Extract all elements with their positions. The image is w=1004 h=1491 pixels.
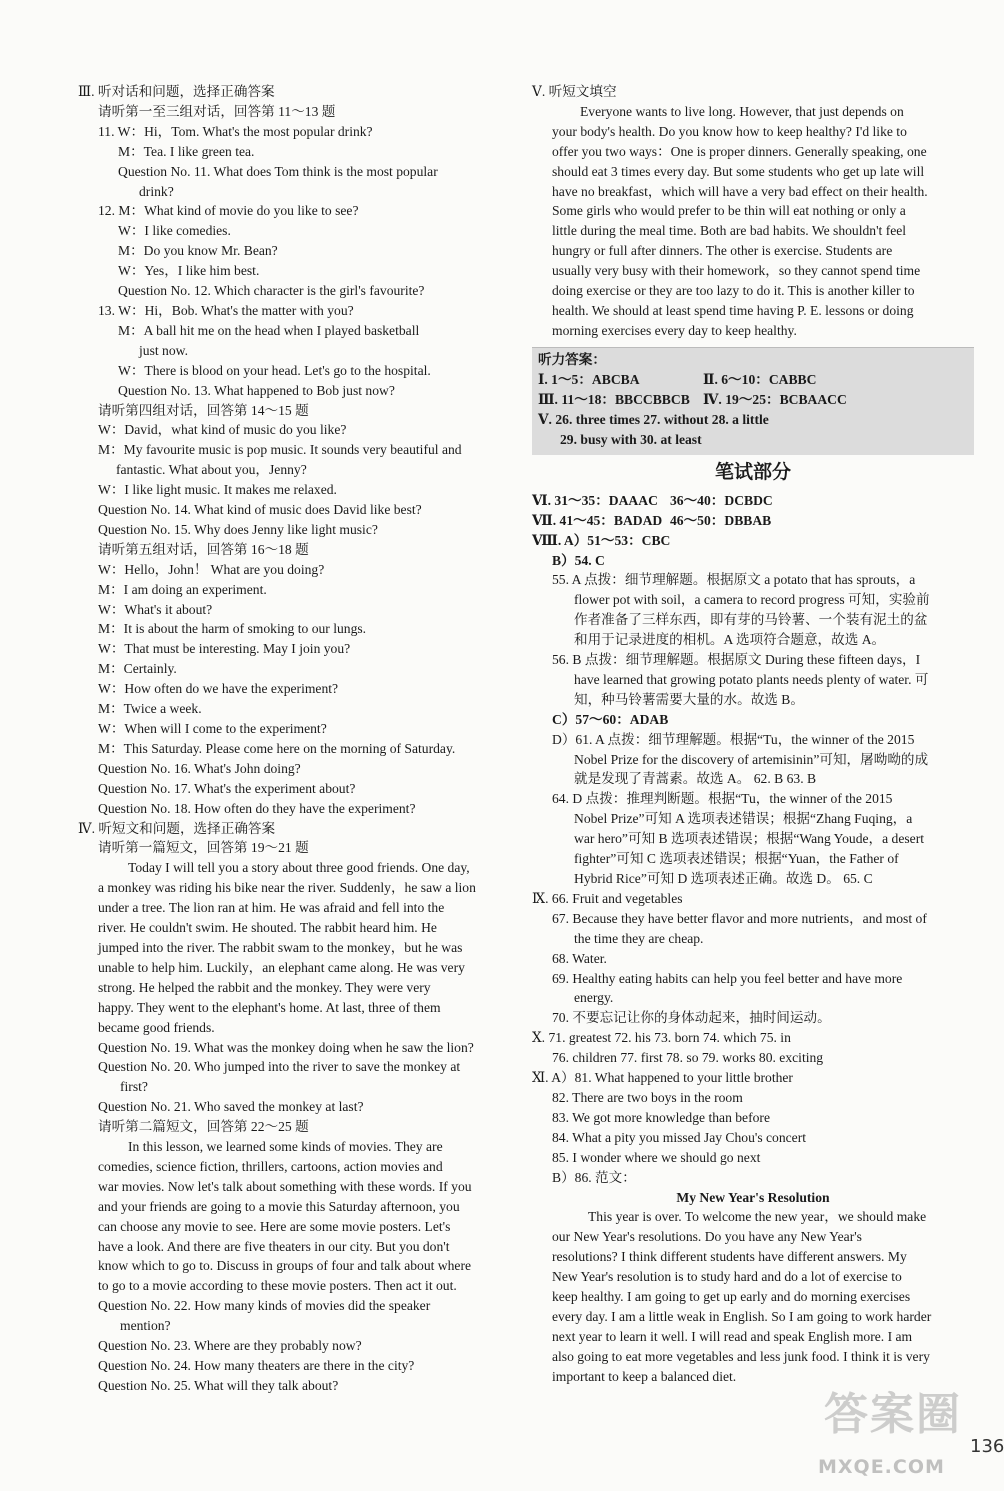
q13-line-4: W：There is blood on your head. Let's go to the hospital. xyxy=(118,362,431,378)
dialog-5-line: W：That must be interesting. May I join you? xyxy=(98,641,351,657)
answer-69-line-1: 69. Healthy eating habits can help you feel better and have more xyxy=(552,970,903,986)
passage-line: Some girls who would prefer to be thin will eat nothing or only a xyxy=(552,203,906,219)
answer-82: 82. There are two boys in the room xyxy=(552,1089,743,1105)
passage-line: unable to help him. Luckily，an elephant came along. He was very xyxy=(98,959,465,975)
section-3-instruction-2: 请听第四组对话，回答第 14～15 题 xyxy=(98,402,309,418)
passage-line: have a look. And there are five theaters in our city. But you don't xyxy=(98,1238,450,1254)
passage-line: comedies, science fiction, thrillers, cartoons, action movies and xyxy=(98,1158,443,1174)
answer-61 xyxy=(532,730,974,790)
q20-line-2: first? xyxy=(120,1079,148,1095)
dialog-4-line-5: Question No. 14. What kind of music does David like best? xyxy=(98,502,422,518)
explanation-line: 作者准备了三样东西，即有芽的马铃薯、一个装有泥土的盆 xyxy=(574,612,928,628)
q24: Question No. 24. How many theaters are there in the city? xyxy=(98,1358,415,1373)
q20-line-1: Question No. 20. Who jumped into the river to save the monkey at xyxy=(98,1059,461,1075)
passage-line: doing exercise or they are too lazy to do it. This is another killer to xyxy=(552,283,915,299)
answers-57-60: C）57～60：ADAB xyxy=(552,711,669,727)
answers-6: 29. busy with 30. at least xyxy=(560,431,702,447)
explanation-line: flower pot with soil，a camera to record progress 可知，实验前 xyxy=(574,592,930,608)
passage-line: offer you two ways：One is proper dinners. Generally speaking, one xyxy=(552,143,927,159)
written-section-heading: 笔试部分 xyxy=(714,460,791,483)
q12-line-1: 12. M：What kind of movie do you like to see? xyxy=(98,203,359,219)
essay-line: also going to eat more vegetables and less junk food. I think it is very xyxy=(552,1348,930,1364)
passage-line: and your friends are going to a movie this Saturday afternoon, you xyxy=(98,1198,460,1214)
essay-line: keep healthy. I am going to get up early and do morning exercises xyxy=(552,1289,911,1305)
watermark-url: MXQE.COM xyxy=(818,1456,945,1478)
answer-81: Ⅺ. A）81. What happened to your little brother xyxy=(532,1070,793,1086)
passage-line: know which to go to. Discuss in groups of four and talk about where xyxy=(98,1258,472,1274)
q11-line-2: M：Tea. I like green tea. xyxy=(118,143,255,159)
section-6-answers xyxy=(532,491,974,511)
section-3-instruction-1: 请听第一至三组对话，回答第 11～13 题 xyxy=(98,103,336,119)
passage-line: have no breakfast，which will have a very bad effect on their health. xyxy=(552,183,928,199)
answer-68: 68. Water. xyxy=(552,950,607,966)
section-4-title: Ⅳ. 听短文和问题，选择正确答案 xyxy=(78,820,276,836)
section-4-instruction-2: 请听第二篇短文，回答第 22～25 题 xyxy=(98,1119,309,1135)
answers-3: Ⅲ. 11～18：BBCCBBCB xyxy=(538,391,690,407)
passage-line: usually very busy with their homework，so they cannot spend time xyxy=(552,263,921,279)
explanation-line: 64. D 点拨：推理判断题。根据“Tu，the winner of the 2015 xyxy=(552,791,893,807)
dialog-5-line: Question No. 18. How often do they have the experiment? xyxy=(98,800,416,816)
answers-41-45: Ⅶ. 41～45：BADAD xyxy=(532,512,663,528)
dialog-4-line-6: Question No. 15. Why does Jenny like light music? xyxy=(98,521,378,537)
section-3-instruction-3: 请听第五组对话，回答第 16～18 题 xyxy=(98,541,309,557)
dialog-5-line: M：It is about the harm of smoking to our lungs. xyxy=(98,621,367,637)
section-4-instruction-1: 请听第一篇短文，回答第 19～21 题 xyxy=(98,840,309,856)
dialog-5-line: M：Certainly. xyxy=(98,661,177,677)
dialog-5-line: Question No. 16. What's John doing? xyxy=(98,760,301,776)
passage-line: war movies. Now let's talk about something with these words. If you xyxy=(98,1178,472,1194)
q12-line-4: W：Yes，I like him best. xyxy=(118,263,260,279)
page-number: 136 xyxy=(970,1436,1004,1457)
q23: Question No. 23. Where are they probably now? xyxy=(98,1338,362,1354)
watermark-logo: 答案圈 xyxy=(824,1389,962,1440)
q12-line-2: W：I like comedies. xyxy=(118,223,231,239)
answers-row-2 xyxy=(538,390,970,410)
essay-body xyxy=(532,1207,974,1386)
dialog-5-line: W：How often do we have the experiment? xyxy=(98,681,339,697)
listening-answers-title: 听力答案： xyxy=(538,351,606,367)
passage-line: Everyone wants to live long. However, that just depends on xyxy=(580,103,904,119)
answers-31-35: Ⅵ. 31～35：DAAAC xyxy=(532,492,658,508)
passage-5 xyxy=(532,102,974,341)
dialog-5-line: M：I am doing an experiment. xyxy=(98,581,267,597)
passage-line: under a tree. The lion ran at him. He was afraid and fell into the xyxy=(98,900,445,916)
dialog-4-line-3: fantastic. What about you，Jenny? xyxy=(116,462,307,478)
answer-54: B）54. C xyxy=(552,552,605,568)
answer-55 xyxy=(532,570,974,650)
answer-69-line-2: energy. xyxy=(574,990,614,1006)
answers-2: Ⅱ. 6～10：CABBC xyxy=(703,371,817,387)
answer-86-label: B）86. 范文： xyxy=(552,1169,636,1185)
q12-line-5: Question No. 12. Which character is the girl's favourite? xyxy=(118,283,425,299)
passage-line: morning exercises every day to keep healthy. xyxy=(552,322,797,338)
q11-line-1: 11. W：Hi，Tom. What's the most popular drink? xyxy=(98,123,373,139)
answer-70: 70. 不要忘记让你的身体动起来，抽时间运动。 xyxy=(552,1010,831,1026)
q22-line-1: Question No. 22. How many kinds of movies did the speaker xyxy=(98,1298,431,1314)
dialog-5-line: Question No. 17. What's the experiment about? xyxy=(98,780,356,796)
answers-76-80: 76. children 77. first 78. so 79. works 80. exciting xyxy=(552,1050,824,1066)
explanation-line: Nobel Prize”可知 A 选项表述错误；根据“Zhang Fuqing，a xyxy=(574,811,913,827)
essay-line: every day. I am a little weak in English. So I am going to work harder xyxy=(552,1308,932,1324)
answer-83: 83. We got more knowledge than before xyxy=(552,1109,770,1125)
explanation-line: 和用于记录进度的相机。A 选项符合题意，故选 A。 xyxy=(574,632,886,648)
q21: Question No. 21. Who saved the monkey at last? xyxy=(98,1099,364,1115)
answer-64 xyxy=(532,789,974,889)
essay-title: My New Year's Resolution xyxy=(676,1189,830,1205)
q13-line-1: 13. W：Hi，Bob. What's the matter with you? xyxy=(98,302,354,318)
answers-71-75: Ⅹ. 71. greatest 72. his 73. born 74. which 75. in xyxy=(532,1030,791,1046)
answer-67-line-2: the time they are cheap. xyxy=(574,930,704,946)
answers-51-53: Ⅷ. A）51～53：CBC xyxy=(532,532,671,548)
listening-answers-box xyxy=(532,347,974,455)
answers-36-40: 36～40：DCBDC xyxy=(670,492,773,508)
q11-line-3: Question No. 11. What does Tom think is the most popular xyxy=(118,163,438,179)
passage-line: river. He couldn't swim. He shouted. The rabbit heard him. He xyxy=(98,920,437,936)
explanation-line: Nobel Prize for the discovery of artemisinin”可知，屠呦呦的成 xyxy=(574,751,929,767)
essay-line: resolutions? I think different students have different answers. My xyxy=(552,1249,907,1265)
passage-line: a monkey was riding his bike near the river. Suddenly，he saw a lion xyxy=(98,880,476,896)
passage-line: Today I will tell you a story about three good friends. One day, xyxy=(128,860,470,876)
dialog-4-line-1: W：David，what kind of music do you like? xyxy=(98,422,347,438)
explanation-line: war hero”可知 B 选项表述错误；根据“Wang Youde，a desert xyxy=(574,831,925,847)
dialog-5-line: W：Hello，John！ What are you doing? xyxy=(98,561,325,577)
passage-line: happy. They went to the elephant's home. At last, three of them xyxy=(98,999,441,1015)
right-column xyxy=(532,82,974,1387)
dialog-4-line-4: W：I like light music. It makes me relaxed. xyxy=(98,482,337,498)
passage-line: should eat 3 times every day. But some students who get up late will xyxy=(552,163,925,179)
explanation-line: Hybrid Rice”可知 D 选项表述正确。故选 D。 65. C xyxy=(574,871,873,886)
passage-line: can choose any movie to see. Here are some movie posters. Let's xyxy=(98,1218,451,1234)
dialog-5-line: W：What's it about? xyxy=(98,601,213,617)
explanation-line: 就是发现了青蒿素。故选 A。 62. B 63. B xyxy=(574,771,817,787)
answers-1: Ⅰ. 1～5：ABCBA xyxy=(538,371,640,387)
passage-line: hungry or full after dinners. The other is exercise. Students are xyxy=(552,243,893,259)
passage-line: jumped into the river. The rabbit swam to the monkey，but he was xyxy=(98,939,463,955)
passage-line: strong. He helped the rabbit and the monkey. They were very xyxy=(98,979,431,995)
q19: Question No. 19. What was the monkey doing when he saw the lion? xyxy=(98,1039,474,1055)
answers-5: Ⅴ. 26. three times 27. without 28. a little xyxy=(538,411,769,427)
q12-line-3: M：Do you know Mr. Bean? xyxy=(118,243,278,259)
passage-line: In this lesson, we learned some kinds of movies. They are xyxy=(128,1139,443,1155)
explanation-line: have learned that growing potato plants needs plenty of water. 可 xyxy=(574,671,929,687)
explanation-line: 55. A 点拨：细节理解题。根据原文 a potato that has sprouts，a xyxy=(552,572,916,588)
answers-row-1 xyxy=(538,370,970,390)
passage-line: to go to a movie according to these movie posters. Then act it out. xyxy=(98,1278,457,1294)
answer-66: Ⅸ. 66. Fruit and vegetables xyxy=(532,890,683,906)
explanation-line: D）61. A 点拨：细节理解题。根据“Tu，the winner of the 2015 xyxy=(552,731,915,747)
passage-line: little during the meal time. Both are bad habits. We shouldn't feel xyxy=(552,223,907,239)
q13-line-3: just now. xyxy=(139,342,188,358)
section-5-title: Ⅴ. 听短文填空 xyxy=(532,84,617,99)
answers-46-50: 46～50：DBBAB xyxy=(670,512,772,528)
answers-4: Ⅳ. 19～25：BCBAACC xyxy=(703,391,847,407)
q11-line-4: drink? xyxy=(139,183,174,199)
q13-line-2: M：A ball hit me on the head when I played basketball xyxy=(118,322,420,338)
q25: Question No. 25. What will they talk about? xyxy=(98,1377,339,1393)
explanation-line: 56. B 点拨：细节理解题。根据原文 During these fifteen days，I xyxy=(552,652,921,668)
explanation-line: fighter”可知 C 选项表述错误；根据“Yuan，the Father of xyxy=(574,851,899,867)
section-7-answers xyxy=(532,511,974,531)
essay-line: New Year's resolution is to study hard and do a lot of exercise to xyxy=(552,1269,902,1285)
essay-line: next year to learn it well. I will read and speak English more. I am xyxy=(552,1328,913,1344)
section-3-title: Ⅲ. 听对话和问题，选择正确答案 xyxy=(78,84,275,99)
passage-line: health. We should at least spend time having P. E. lessons or doing xyxy=(552,302,914,318)
answer-84: 84. What a pity you missed Jay Chou's concert xyxy=(552,1129,807,1145)
passage-1 xyxy=(78,858,515,1037)
answer-67-line-1: 67. Because they have better flavor and more nutrients，and most of xyxy=(552,910,927,926)
dialog-5-line: W：When will I come to the experiment? xyxy=(98,721,327,736)
answer-56 xyxy=(532,650,974,710)
passage-line: became good friends. xyxy=(98,1019,215,1035)
dialog-5-line: M：Twice a week. xyxy=(98,701,202,717)
left-column xyxy=(78,82,515,1396)
answer-85: 85. I wonder where we should go next xyxy=(552,1149,761,1165)
q13-line-5: Question No. 13. What happened to Bob just now? xyxy=(118,382,395,398)
q22-line-2: mention? xyxy=(120,1318,171,1334)
dialog-4-line-2: M：My favourite music is pop music. It sounds very beautiful and xyxy=(98,442,462,458)
essay-line: important to keep a balanced diet. xyxy=(552,1368,737,1384)
passage-line: your body's health. Do you know how to keep healthy? I'd like to xyxy=(552,123,907,139)
essay-line: our New Year's resolutions. Do you have any New Year's xyxy=(552,1229,862,1245)
explanation-line: 知，种马铃薯需要大量的水。故选 B。 xyxy=(574,691,804,707)
dialog-5-line: M：This Saturday. Please come here on the morning of Saturday. xyxy=(98,740,456,756)
essay-line: This year is over. To welcome the new year，we should make xyxy=(588,1209,927,1225)
passage-2 xyxy=(78,1137,515,1296)
